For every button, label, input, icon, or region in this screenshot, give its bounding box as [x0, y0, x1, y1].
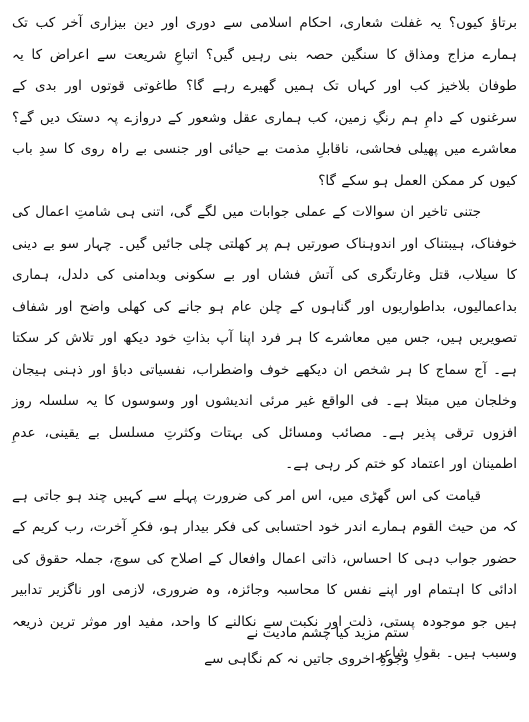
verse-line-2-text: وجوہِ اخروی جاتیں نہ کم نگاہی سے — [204, 651, 409, 667]
verse-line-1-text: ستم مزید کیا چشم مادیت نے — [246, 625, 409, 641]
paragraph-consequences: جتنی تاخیر ان سوالات کے عملی جوابات میں لگے گی، اتنی ہی شامتِ اعمال کی خوفناک، ہیبتناک اور اندوہناک صورتیں ہم پر کھلتی چلی جائیں گیں۔ چہار سو بے دینی کا سیلاب، قتل وغارتگری کی آتش فشاں اور بے سکونی وبدامنی کی دلدل، ہماری بداعمالیوں، بداطواریوں اور گناہوں کے چلن عام ہو جانے کی کھلی واضح اور شفاف تصویریں ہیں، جس میں معاشرے کا ہر فرد اپنا آپ بذاتِ خود دیکھ اور تلاش کر سکتا ہے۔ آج سماج کا ہر شخص ان دیکھے خوف واضطراب، نفسیاتی دباؤ اور ذہنی ہیجان وخلجان میں مبتلا ہے۔ فی الواقع غیر مرئی اندیشوں اور وسوسوں کا یہ سلسلہ روز افزوں ترقی پذیر ہے۔ مصائب ومسائل کی بہتات وکثرتِ مسلسل بے یقینی، عدمِ اطمینان اور اعتماد کو ختم کر رہی ہے۔ — [12, 204, 517, 472]
paragraph-remedy: قیامت کی اس گھڑی میں، اس امر کی ضرورت پہلے سے کہیں چند ہو جاتی ہے کہ من حیث القوم ہمارے اندر خود احتسابی کی فکر بیدار ہو، فکرِ آخرت، رب کریم کے حضور جواب دہی کا احساس، ذاتی اعمال وافعال کے اصلاح کی سوچ، جملہ حقوق کی ادائی کا اہتمام اور اپنے نفس کا محاسبہ وجائزہ، وہ ضروری، لازمی اور ناگزیر تدابیر ہیں جو موجودہ پستی، ذلت اور نکبت سے نکالنے کا واحد، مفید اور موثر ترین ذریعہ وسبب ہیں۔ بقولِ شاعر — [12, 487, 517, 661]
verse-line-1 — [109, 625, 409, 641]
paragraph-questions: برتاؤ کیوں؟ یہ غفلت شعاری، احکام اسلامی سے دوری اور دین بیزاری آخر کب تک ہمارے مزاج ومذاق کا سنگین حصہ بنی رہیں گیں؟ اتباعِ شریعت سے اعراض کا یہ طوفان بلاخیز کب اور کہاں تک ہمیں گھیرے رہے گا؟ طاغوتی قوتوں اور بدی کے سرغنوں کے دامِ ہم رنگِ زمین، کب ہماری عقل وشعور کے دروازے پہ دستک دیں گے؟ معاشرے میں پھیلی فحاشی، ناقابلِ مذمت بے حیائی اور جنسی بے راہ روی کا سدِ باب کیوں کر ممکن العمل ہو سکے گا؟ — [12, 15, 517, 189]
verse-line-2 — [109, 651, 409, 667]
